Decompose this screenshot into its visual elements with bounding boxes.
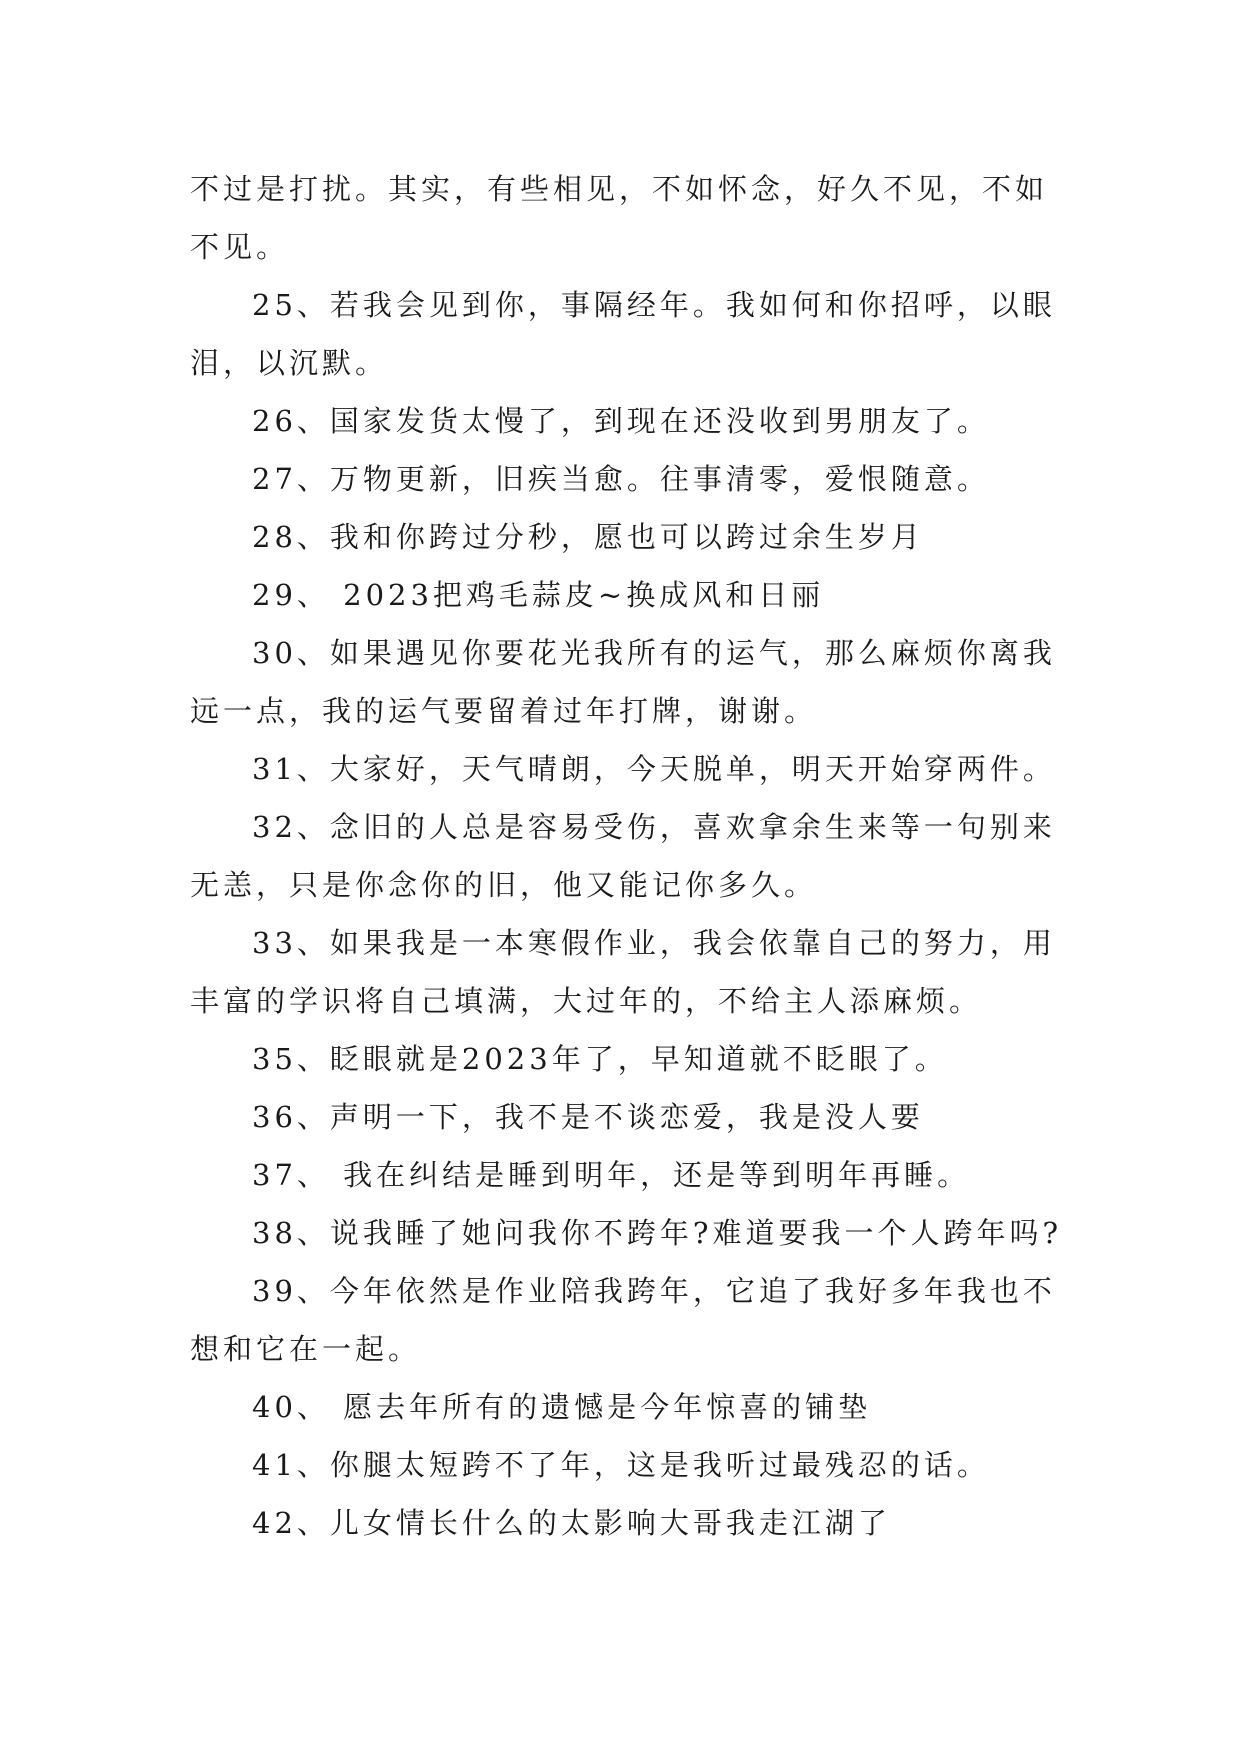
paragraph-item-41: 41、你腿太短跨不了年，这是我听过最残忍的话。 <box>252 1448 990 1482</box>
paragraph-item-42: 42、儿女情长什么的太影响大哥我走江湖了 <box>252 1506 891 1540</box>
paragraph-item-35: 35、眨眼就是2023年了，早知道就不眨眼了。 <box>252 1042 948 1076</box>
paragraph-item-32: 32、念旧的人总是容易受伤，喜欢拿余生来等一句别来无恙，只是你念你的旧，他又能记你多久。 <box>190 810 1056 902</box>
paragraph-item-37: 37、 我在纠结是睡到明年，还是等到明年再睡。 <box>252 1158 971 1192</box>
paragraph-item-33: 33、如果我是一本寒假作业，我会依靠自己的努力，用丰富的学识将自己填满，大过年的，不给主人添麻烦。 <box>190 926 1056 1018</box>
paragraph-item-39: 39、今年依然是作业陪我跨年，它追了我好多年我也不想和它在一起。 <box>190 1274 1056 1366</box>
paragraph-item-25: 25、若我会见到你，事隔经年。我如何和你招呼，以眼泪，以沉默。 <box>190 288 1056 380</box>
paragraph-item-38: 38、说我睡了她问我你不跨年?难道要我一个人跨年吗? <box>252 1216 1062 1250</box>
paragraph-continuation: 不过是打扰。其实，有些相见，不如怀念，好久不见，不如不见。 <box>190 172 1049 264</box>
paragraph-item-30: 30、如果遇见你要花光我所有的运气，那么麻烦你离我远一点，我的运气要留着过年打牌，谢谢。 <box>190 636 1056 728</box>
paragraph-item-36: 36、声明一下，我不是不谈恋爱，我是没人要 <box>252 1100 924 1134</box>
paragraph-item-29: 29、 2023把鸡毛蒜皮~换成风和日丽 <box>252 578 825 612</box>
document-body <box>190 160 1070 1552</box>
paragraph-item-27: 27、万物更新，旧疾当愈。往事清零，爱恨随意。 <box>252 462 990 496</box>
paragraph-item-28: 28、我和你跨过分秒，愿也可以跨过余生岁月 <box>252 520 924 554</box>
paragraph-item-26: 26、国家发货太慢了，到现在还没收到男朋友了。 <box>252 404 990 438</box>
paragraph-item-31: 31、大家好，天气晴朗，今天脱单，明天开始穿两件。 <box>252 752 1056 786</box>
paragraph-item-40: 40、 愿去年所有的遗憾是今年惊喜的铺垫 <box>252 1390 872 1424</box>
